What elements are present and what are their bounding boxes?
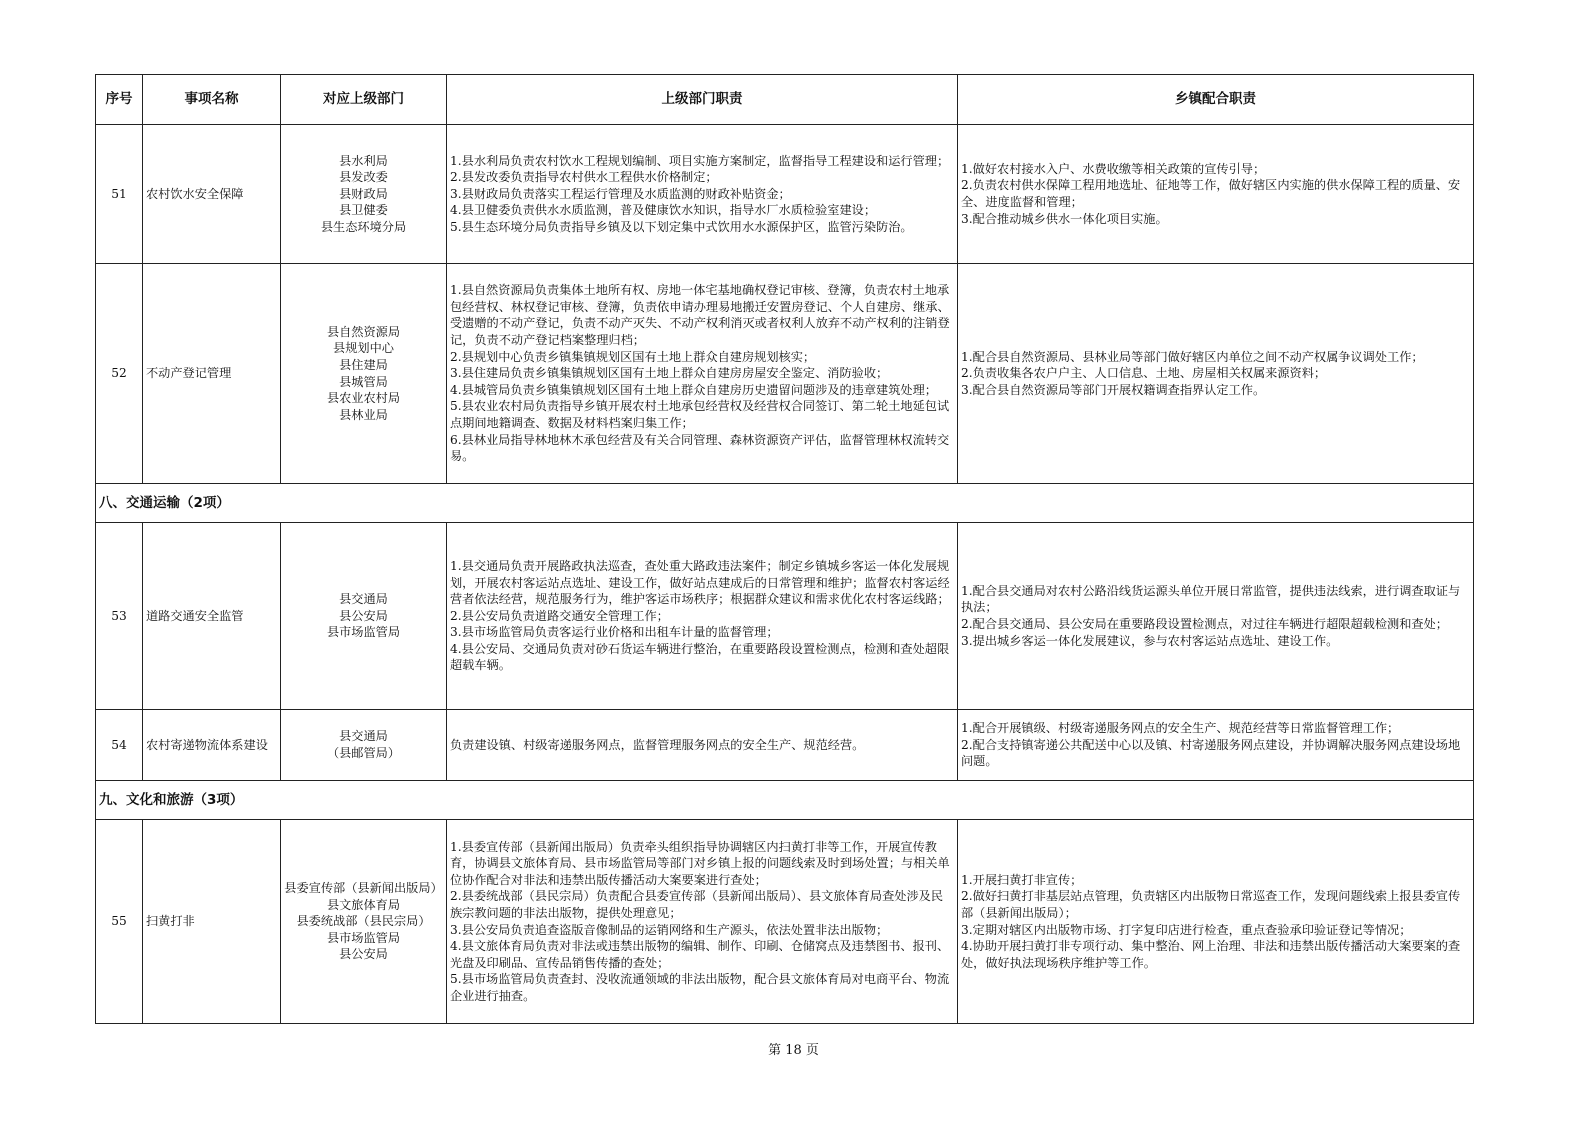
row-superior-dept-line: 县财政局 xyxy=(339,186,388,201)
row-superior-duty-line: 1.县交通局负责开展路政执法巡查，查处重大路政违法案件；制定乡镇城乡客运一体化发展规划，开展农村客运站点选址、建设工作，做好站点建成后的日常管理和维护；监督农村客运经营者依法经营，规范服务行为，维护客运市场秩序；根据群众建议和需求优化农村客运线路； xyxy=(450,558,950,607)
row-superior-duty-line: 3.县市场监管局负责客运行业价格和出租车计量的监督管理； xyxy=(450,625,779,640)
row-township-duty xyxy=(958,125,1474,264)
row-superior-dept-line: 县交通局 xyxy=(339,729,388,744)
row-township-duty-line: 3.提出城乡客运一体化发展建议，参与农村客运站点选址、建设工作。 xyxy=(961,633,1339,648)
row-township-duty-line: 4.协助开展扫黄打非专项行动、集中整治、网上治理、非法和违禁出版传播活动大案要案的查处，做好执法现场秩序维护等工作。 xyxy=(961,939,1461,970)
row-township-duty-line: 1.配合县交通局对农村公路沿线货运源头单位开展日常监管，提供违法线索，进行调查取证与执法； xyxy=(961,583,1461,615)
header-superior-dept: 对应上级部门 xyxy=(281,75,447,125)
row-superior-dept-line: 县交通局 xyxy=(339,592,388,607)
row-superior-dept xyxy=(281,523,447,710)
page-number: 第 18 页 xyxy=(768,1043,819,1058)
row-superior-duty-line: 5.县生态环境分局负责指导乡镇及以下划定集中式饮用水水源保护区，监管污染防治。 xyxy=(450,219,913,234)
table-row xyxy=(96,710,1474,781)
row-item-name xyxy=(143,125,281,264)
row-township-duty xyxy=(958,264,1474,484)
row-superior-duty xyxy=(447,125,958,264)
row-superior-dept-line: 县住建局 xyxy=(339,357,388,372)
row-superior-dept-line: 县委宣传部（县新闻出版局） xyxy=(284,881,443,896)
row-seq: 51 xyxy=(96,125,143,264)
row-superior-dept-line: 县公安局 xyxy=(339,608,388,623)
row-township-duty-line: 2.负责收集各农户户主、人口信息、土地、房屋相关权属来源资料； xyxy=(961,366,1327,381)
row-seq: 54 xyxy=(96,710,143,781)
table-row xyxy=(96,523,1474,710)
row-superior-duty xyxy=(447,264,958,484)
row-township-duty-line: 2.配合支持镇寄递公共配送中心以及镇、村寄递服务网点建设，并协调解决服务网点建设场地问题。 xyxy=(961,737,1461,769)
header-row xyxy=(96,75,1474,125)
row-superior-duty-line: 2.县规划中心负责乡镇集镇规划区国有土地上群众自建房规划核实； xyxy=(450,349,816,364)
row-superior-dept xyxy=(281,264,447,484)
row-superior-duty-line: 1.县水利局负责农村饮水工程规划编制、项目实施方案制定，监督指导工程建设和运行管理； xyxy=(450,153,950,168)
table-row xyxy=(96,264,1474,484)
row-township-duty-line: 1.配合县自然资源局、县林业局等部门做好辖区内单位之间不动产权属争议调处工作； xyxy=(961,349,1424,364)
row-seq: 55 xyxy=(96,820,143,1024)
row-township-duty-line: 1.配合开展镇级、村级寄递服务网点的安全生产、规范经营等日常监督管理工作； xyxy=(961,721,1400,736)
table-row xyxy=(96,820,1474,1024)
row-superior-dept xyxy=(281,710,447,781)
row-superior-dept-line: 县市场监管局 xyxy=(326,930,401,945)
row-superior-duty-line: 5.县农业农村局负责指导乡镇开展农村土地承包经营权及经营权合同签订、第二轮土地延包试点期间地籍调查、数据及材料档案归集工作； xyxy=(450,399,950,430)
row-superior-dept-line: （县邮管局） xyxy=(326,746,401,760)
row-item-name-line: 道路交通安全监管 xyxy=(146,608,244,623)
row-superior-dept-line: 县生态环境分局 xyxy=(320,219,407,234)
row-item-name-line: 农村饮水安全保障 xyxy=(146,186,244,201)
row-superior-duty-line: 3.县住建局负责乡镇集镇规划区国有土地上群众自建房房屋安全鉴定、消防验收； xyxy=(450,366,889,381)
row-superior-dept-line: 县自然资源局 xyxy=(326,324,401,339)
section-title: 八、交通运输（2项） xyxy=(96,484,1474,523)
header-item-name: 事项名称 xyxy=(143,75,281,125)
header-superior-duty: 上级部门职责 xyxy=(447,75,958,125)
row-superior-dept-line: 县林业局 xyxy=(339,407,388,422)
section-row xyxy=(96,484,1474,523)
row-superior-duty-line: 3.县财政局负责落实工程运行管理及水质监测的财政补贴资金； xyxy=(450,186,791,201)
row-superior-duty xyxy=(447,710,958,781)
row-township-duty xyxy=(958,523,1474,710)
row-superior-dept-line: 县文旅体育局 xyxy=(326,897,401,912)
row-superior-duty-line: 1.县自然资源局负责集体土地所有权、房地一体宅基地确权登记审核、登簿，负责农村土地承包经营权、林权登记审核、登簿，负责依申请办理易地搬迁安置房登记、个人自建房、继承、受遗赠的不动产登记，负责不动产灭失、不动产权利消灭或者权利人放弃不动产权利的注销登记，负责不动产登记档案整理归档； xyxy=(450,283,950,348)
row-superior-duty-line: 6.县林业局指导林地林木承包经营及有关合同管理、森林资源资产评估，监督管理林权流转交易。 xyxy=(450,432,950,464)
row-superior-duty-line: 4.县文旅体育局负责对非法或违禁出版物的编辑、制作、印刷、仓储窝点及违禁图书、报刊、光盘及印刷品、宣传品销售传播的查处； xyxy=(450,939,950,970)
table-body xyxy=(96,125,1474,1024)
row-township-duty xyxy=(958,820,1474,1024)
row-superior-dept-line: 县委统战部（县民宗局） xyxy=(296,914,431,929)
row-township-duty-line: 1.开展扫黄打非宣传； xyxy=(961,872,1083,887)
row-item-name-line: 扫黄打非 xyxy=(146,914,195,929)
row-superior-dept-line: 县公安局 xyxy=(339,947,388,962)
row-item-name-line: 设 xyxy=(255,737,268,752)
row-seq: 53 xyxy=(96,523,143,710)
row-seq: 52 xyxy=(96,264,143,484)
row-superior-dept-line: 县规划中心 xyxy=(333,341,394,356)
header-township-duty: 乡镇配合职责 xyxy=(958,75,1474,125)
row-township-duty-line: 2.做好扫黄打非基层站点管理，负责辖区内出版物日常巡查工作，发现问题线索上报县委宣传部（县新闻出版局）； xyxy=(961,889,1461,920)
row-superior-duty xyxy=(447,820,958,1024)
row-superior-duty-line: 负责建设镇、村级寄递服务网点，监督管理服务网点的安全生产、规范经营。 xyxy=(450,737,865,752)
row-superior-dept-line: 县城管局 xyxy=(339,374,388,389)
row-item-name xyxy=(143,820,281,1024)
table-row xyxy=(96,125,1474,264)
row-superior-dept xyxy=(281,125,447,264)
row-superior-duty-line: 5.县市场监管局负责查封、没收流通领域的非法出版物，配合县文旅体育局对电商平台、物流企业进行抽查。 xyxy=(450,972,950,1003)
row-superior-dept-line: 县卫健委 xyxy=(339,203,388,218)
duties-table xyxy=(95,74,1474,1024)
row-township-duty-line: 3.配合推动城乡供水一体化项目实施。 xyxy=(961,211,1168,226)
row-superior-duty-line: 4.县卫健委负责供水水质监测，普及健康饮水知识，指导水厂水质检验室建设； xyxy=(450,203,877,218)
row-superior-duty xyxy=(447,523,958,710)
row-item-name-line: 农村寄递物流体系建 xyxy=(146,737,256,752)
row-township-duty-line: 2.负责农村供水保障工程用地选址、征地等工作，做好辖区内实施的供水保障工程的质量、安全、进度监督和管理； xyxy=(961,178,1461,209)
row-township-duty-line: 2.配合县交通局、县公安局在重要路段设置检测点，对过往车辆进行超限超载检测和查处； xyxy=(961,617,1448,631)
row-superior-duty-line: 3.县公安局负责追查盗版音像制品的运销网络和生产源头，依法处置非法出版物； xyxy=(450,922,889,937)
row-superior-duty-line: 2.县公安局负责道路交通安全管理工作； xyxy=(450,608,669,623)
row-township-duty-line: 3.配合县自然资源局等部门开展权籍调查指界认定工作。 xyxy=(961,382,1266,397)
row-township-duty-line: 1.做好农村接水入户、水费收缴等相关政策的宣传引导； xyxy=(961,161,1266,176)
section-title: 九、文化和旅游（3项） xyxy=(96,781,1474,820)
row-item-name xyxy=(143,523,281,710)
row-township-duty xyxy=(958,710,1474,781)
row-superior-duty-line: 4.县公安局、交通局负责对砂石货运车辆进行整治，在重要路段设置检测点，检测和查处超限超载车辆。 xyxy=(450,641,950,673)
row-superior-dept-line: 县水利局 xyxy=(339,153,388,168)
row-superior-duty-line: 2.县委统战部（县民宗局）负责配合县委宣传部（县新闻出版局）、县文旅体育局查处涉及民族宗教问题的非法出版物，提供处理意见； xyxy=(450,889,944,920)
header-seq: 序号 xyxy=(96,75,143,125)
row-township-duty-line: 3.定期对辖区内出版物市场、打字复印店进行检查，重点查验承印验证登记等情况； xyxy=(961,922,1412,937)
row-superior-duty-line: 4.县城管局负责乡镇集镇规划区国有土地上群众自建房历史遗留问题涉及的违章建筑处理； xyxy=(450,382,937,397)
row-superior-dept-line: 县市场监管局 xyxy=(326,625,401,640)
row-item-name xyxy=(143,264,281,484)
section-row xyxy=(96,781,1474,820)
row-superior-dept-line: 县农业农村局 xyxy=(326,391,401,406)
row-superior-duty-line: 2.县发改委负责指导农村供水工程供水价格制定； xyxy=(450,170,718,185)
row-item-name xyxy=(143,710,281,781)
row-superior-duty-line: 1.县委宣传部（县新闻出版局）负责牵头组织指导协调辖区内扫黄打非等工作，开展宣传教育，协调县文旅体育局、县市场监管局等部门对乡镇上报的问题线索及时到场处置；与相关单位协作配合对非法和违禁出版传播活动大案要案进行查处； xyxy=(450,839,950,887)
row-superior-dept xyxy=(281,820,447,1024)
row-item-name-line: 不动产登记管理 xyxy=(146,366,232,381)
row-superior-dept-line: 县发改委 xyxy=(339,170,388,185)
